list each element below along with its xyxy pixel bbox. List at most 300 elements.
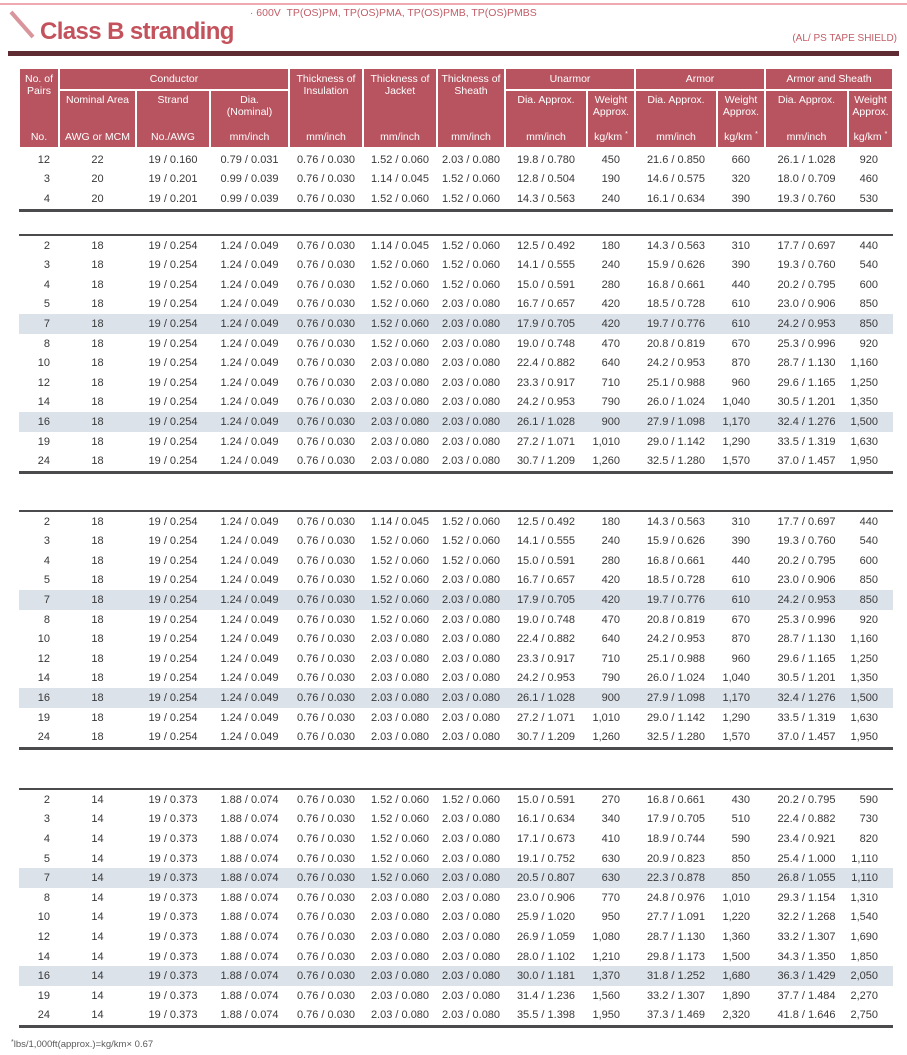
page-top-border bbox=[0, 3, 907, 5]
cell: 28.7 / 1.130 bbox=[646, 930, 706, 943]
cell: 640 bbox=[601, 633, 620, 646]
cell: 19 / 0.373 bbox=[148, 930, 198, 943]
cell: 850 bbox=[731, 872, 750, 885]
cell: 1.24 / 0.049 bbox=[220, 435, 279, 448]
cell: 25.3 / 0.996 bbox=[777, 337, 836, 350]
cell: 2.03 / 0.080 bbox=[441, 911, 501, 924]
cell: 0.76 / 0.030 bbox=[296, 950, 356, 963]
cell: 19 / 0.373 bbox=[148, 852, 198, 865]
cell: 18 bbox=[91, 396, 104, 409]
cell: 14 bbox=[91, 833, 104, 846]
cell: 24.2 / 0.953 bbox=[777, 594, 836, 607]
cell: 640 bbox=[601, 357, 620, 370]
table-row bbox=[19, 571, 893, 591]
cell: 18 bbox=[91, 692, 104, 705]
table-row bbox=[19, 189, 893, 209]
cell: 19 / 0.254 bbox=[148, 357, 198, 370]
cell: 24 bbox=[37, 731, 50, 744]
cell: 1,110 bbox=[851, 872, 878, 885]
cell: 0.76 / 0.030 bbox=[296, 396, 356, 409]
cell: 2.03 / 0.080 bbox=[441, 833, 501, 846]
col-header-pairs: No. of Pairs No. bbox=[19, 68, 59, 148]
cell: 2,050 bbox=[850, 970, 878, 983]
cell: 1.52 / 0.060 bbox=[370, 153, 430, 166]
table-section bbox=[19, 510, 893, 750]
cell: 1.52 / 0.060 bbox=[370, 337, 430, 350]
cell: 1.88 / 0.074 bbox=[220, 970, 279, 983]
table-row bbox=[19, 334, 893, 354]
cell: 0.99 / 0.039 bbox=[220, 192, 279, 205]
cell: 0.76 / 0.030 bbox=[296, 613, 356, 626]
table-row bbox=[19, 986, 893, 1006]
cell: 1.14 / 0.045 bbox=[370, 515, 430, 528]
cell: 1,080 bbox=[592, 930, 620, 943]
cell: 0.76 / 0.030 bbox=[296, 337, 356, 350]
cell: 2.03 / 0.080 bbox=[441, 672, 501, 685]
col-header-insulation: Thickness of Insulation mm/inch bbox=[289, 68, 363, 148]
cell: 19 / 0.254 bbox=[148, 396, 198, 409]
cell: 14 bbox=[91, 793, 104, 806]
cell: 440 bbox=[859, 515, 878, 528]
cell: 5 bbox=[43, 298, 50, 311]
cell: 19.8 / 0.780 bbox=[516, 153, 576, 166]
cell: 960 bbox=[731, 376, 750, 389]
col-header-armor-dia: Dia. Approx. mm/inch bbox=[635, 90, 717, 148]
cell: 27.2 / 1.071 bbox=[516, 711, 576, 724]
cell: 30.5 / 1.201 bbox=[777, 672, 836, 685]
cell: 24 bbox=[37, 1009, 50, 1022]
table-row bbox=[19, 373, 893, 393]
cell: 34.3 / 1.350 bbox=[777, 950, 836, 963]
cell: 20.9 / 0.823 bbox=[646, 852, 706, 865]
cell: 2.03 / 0.080 bbox=[441, 731, 501, 744]
cell: 33.2 / 1.307 bbox=[646, 989, 706, 1002]
cell: 12 bbox=[37, 930, 50, 943]
cell: 2.03 / 0.080 bbox=[370, 950, 430, 963]
cell: 8 bbox=[43, 613, 50, 626]
cell: 19 / 0.254 bbox=[148, 574, 198, 587]
table-row bbox=[19, 669, 893, 689]
cell: 1,350 bbox=[850, 396, 878, 409]
cell: 1,160 bbox=[850, 633, 878, 646]
table-row bbox=[19, 790, 893, 810]
cell: 1.24 / 0.049 bbox=[220, 455, 279, 468]
cell: 0.76 / 0.030 bbox=[296, 298, 356, 311]
cell: 2.03 / 0.080 bbox=[370, 970, 430, 983]
cell: 3 bbox=[43, 173, 50, 186]
cell: 710 bbox=[601, 652, 620, 665]
cell: 19 / 0.373 bbox=[148, 813, 198, 826]
cell: 2.03 / 0.080 bbox=[441, 455, 501, 468]
cell: 18.0 / 0.709 bbox=[777, 173, 836, 186]
table-header bbox=[19, 68, 893, 148]
table-row bbox=[19, 947, 893, 967]
cell: 430 bbox=[731, 793, 750, 806]
cell: 19 / 0.254 bbox=[148, 515, 198, 528]
cell: 870 bbox=[731, 357, 750, 370]
cell: 1.24 / 0.049 bbox=[220, 415, 279, 428]
table-row bbox=[19, 649, 893, 669]
cell: 18 bbox=[91, 633, 104, 646]
cell: 1.24 / 0.049 bbox=[220, 396, 279, 409]
cell: 18 bbox=[91, 435, 104, 448]
cell: 19 bbox=[37, 711, 50, 724]
cell: 1,310 bbox=[850, 891, 878, 904]
cell: 420 bbox=[601, 298, 620, 311]
cell: 0.76 / 0.030 bbox=[296, 259, 356, 272]
cell: 16.8 / 0.661 bbox=[646, 554, 706, 567]
cell: 33.5 / 1.319 bbox=[777, 711, 836, 724]
cell: 0.76 / 0.030 bbox=[296, 173, 356, 186]
cell: 23.4 / 0.921 bbox=[777, 833, 836, 846]
cell: 20.8 / 0.819 bbox=[646, 337, 706, 350]
cell: 530 bbox=[859, 192, 878, 205]
cell: 19.3 / 0.760 bbox=[777, 259, 836, 272]
cell: 19 / 0.254 bbox=[148, 554, 198, 567]
cell: 1.24 / 0.049 bbox=[220, 711, 279, 724]
cell: 18 bbox=[91, 652, 104, 665]
cell: 0.76 / 0.030 bbox=[296, 376, 356, 389]
cell: 0.76 / 0.030 bbox=[296, 153, 356, 166]
cell: 1.24 / 0.049 bbox=[220, 692, 279, 705]
cell: 610 bbox=[731, 298, 750, 311]
cell: 1,570 bbox=[722, 731, 750, 744]
cell: 31.4 / 1.236 bbox=[516, 989, 576, 1002]
cell: 2.03 / 0.080 bbox=[370, 415, 430, 428]
cell: 1.24 / 0.049 bbox=[220, 554, 279, 567]
cell: 2.03 / 0.080 bbox=[441, 692, 501, 705]
cell: 19 / 0.254 bbox=[148, 435, 198, 448]
table-row bbox=[19, 512, 893, 532]
cell: 1.52 / 0.060 bbox=[441, 535, 501, 548]
cell: 24.2 / 0.953 bbox=[516, 396, 576, 409]
cell: 1,500 bbox=[850, 415, 878, 428]
cell: 1,680 bbox=[722, 970, 750, 983]
spec-table bbox=[19, 68, 893, 1028]
cell: 17.9 / 0.705 bbox=[646, 813, 706, 826]
cell: 22.4 / 0.882 bbox=[777, 813, 836, 826]
cell: 19 / 0.254 bbox=[148, 337, 198, 350]
cell: 19 / 0.254 bbox=[148, 455, 198, 468]
cell: 790 bbox=[601, 396, 620, 409]
cell: 24.8 / 0.976 bbox=[646, 891, 706, 904]
cell: 1.52 / 0.060 bbox=[370, 278, 430, 291]
cell: 1.52 / 0.060 bbox=[441, 793, 501, 806]
cell: 440 bbox=[731, 554, 750, 567]
cell: 1.88 / 0.074 bbox=[220, 950, 279, 963]
cell: 1,040 bbox=[722, 396, 750, 409]
cell: 12 bbox=[37, 652, 50, 665]
cell: 21.6 / 0.850 bbox=[646, 153, 706, 166]
cell: 1.52 / 0.060 bbox=[370, 872, 430, 885]
page-title: Class B stranding bbox=[40, 18, 234, 45]
cell: 19 / 0.373 bbox=[148, 950, 198, 963]
col-header-jacket: Thickness of Jacket mm/inch bbox=[363, 68, 437, 148]
cell: 1.88 / 0.074 bbox=[220, 1009, 279, 1022]
cell: 2.03 / 0.080 bbox=[441, 1009, 501, 1022]
table-row bbox=[19, 236, 893, 256]
cell: 20 bbox=[91, 173, 104, 186]
cell: 7 bbox=[43, 872, 50, 885]
cell: 2.03 / 0.080 bbox=[370, 652, 430, 665]
cell: 0.76 / 0.030 bbox=[296, 989, 356, 1002]
cell: 37.7 / 1.484 bbox=[777, 989, 836, 1002]
cell: 29.3 / 1.154 bbox=[777, 891, 836, 904]
cell: 2.03 / 0.080 bbox=[441, 357, 501, 370]
cell: 1,110 bbox=[851, 852, 878, 865]
cell: 23.0 / 0.906 bbox=[777, 574, 836, 587]
cell: 2.03 / 0.080 bbox=[441, 711, 501, 724]
cell: 1.24 / 0.049 bbox=[220, 376, 279, 389]
cell: 20.8 / 0.819 bbox=[646, 613, 706, 626]
cell: 18.5 / 0.728 bbox=[646, 574, 706, 587]
cell: 19 / 0.254 bbox=[148, 652, 198, 665]
cell: 25.3 / 0.996 bbox=[777, 613, 836, 626]
cell: 2.03 / 0.080 bbox=[370, 692, 430, 705]
cell: 850 bbox=[859, 594, 878, 607]
cell: 31.8 / 1.252 bbox=[646, 970, 706, 983]
cell: 19 / 0.201 bbox=[148, 173, 198, 186]
cell: 24.2 / 0.953 bbox=[646, 357, 706, 370]
cell: 240 bbox=[601, 192, 620, 205]
cell: 850 bbox=[859, 298, 878, 311]
cell: 12.5 / 0.492 bbox=[516, 239, 576, 252]
cell: 2.03 / 0.080 bbox=[441, 415, 501, 428]
cell: 41.8 / 1.646 bbox=[777, 1009, 836, 1022]
cell: 16.1 / 0.634 bbox=[516, 813, 576, 826]
cell: 630 bbox=[601, 852, 620, 865]
cell: 1,250 bbox=[850, 376, 878, 389]
cell: 2.03 / 0.080 bbox=[441, 970, 501, 983]
cell: 19 / 0.373 bbox=[148, 793, 198, 806]
cell: 280 bbox=[601, 278, 620, 291]
cell: 19.0 / 0.748 bbox=[516, 613, 576, 626]
cell: 1,560 bbox=[592, 989, 620, 1002]
cell: 2.03 / 0.080 bbox=[441, 153, 501, 166]
cell: 10 bbox=[37, 357, 50, 370]
col-header-armor-sheath-dia: Dia. Approx. mm/inch bbox=[765, 90, 848, 148]
cell: 14 bbox=[91, 930, 104, 943]
cell: 900 bbox=[601, 415, 620, 428]
cell: 2.03 / 0.080 bbox=[441, 872, 501, 885]
table-row bbox=[19, 353, 893, 373]
cell: 590 bbox=[731, 833, 750, 846]
cell: 32.4 / 1.276 bbox=[777, 692, 836, 705]
cell: 460 bbox=[859, 173, 878, 186]
cell: 0.79 / 0.031 bbox=[220, 153, 279, 166]
cell: 26.8 / 1.055 bbox=[777, 872, 836, 885]
cell: 0.76 / 0.030 bbox=[296, 435, 356, 448]
title-divider bbox=[8, 51, 899, 56]
col-header-armor-sheath-weight: Weight Approx. kg/km * bbox=[848, 90, 893, 148]
cell: 1.24 / 0.049 bbox=[220, 633, 279, 646]
cell: 16 bbox=[37, 692, 50, 705]
cell: 14 bbox=[91, 1009, 104, 1022]
cell: 19 / 0.373 bbox=[148, 872, 198, 885]
cell: 19.3 / 0.760 bbox=[777, 192, 836, 205]
shield-note: (AL/ PS TAPE SHIELD) bbox=[792, 33, 897, 44]
cell: 2 bbox=[43, 793, 50, 806]
cell: 10 bbox=[37, 633, 50, 646]
cell: 390 bbox=[731, 192, 750, 205]
cell: 470 bbox=[601, 613, 620, 626]
cell: 1,350 bbox=[850, 672, 878, 685]
cell: 1,160 bbox=[850, 357, 878, 370]
cell: 1.24 / 0.049 bbox=[220, 652, 279, 665]
cell: 26.1 / 1.028 bbox=[516, 415, 576, 428]
cell: 19 / 0.254 bbox=[148, 731, 198, 744]
cell: 18 bbox=[91, 672, 104, 685]
table-row bbox=[19, 810, 893, 830]
cell: 16 bbox=[37, 970, 50, 983]
cell: 19 / 0.254 bbox=[148, 259, 198, 272]
cell: 33.2 / 1.307 bbox=[777, 930, 836, 943]
cell: 25.1 / 0.988 bbox=[646, 376, 706, 389]
table-row bbox=[19, 551, 893, 571]
cell: 29.8 / 1.173 bbox=[646, 950, 706, 963]
cell: 1,540 bbox=[850, 911, 878, 924]
cell: 22 bbox=[91, 153, 104, 166]
cell: 8 bbox=[43, 337, 50, 350]
cell: 2.03 / 0.080 bbox=[370, 989, 430, 1002]
cell: 1,250 bbox=[850, 652, 878, 665]
cell: 1.24 / 0.049 bbox=[220, 298, 279, 311]
cell: 12 bbox=[37, 153, 50, 166]
table-row bbox=[19, 727, 893, 747]
cell: 0.76 / 0.030 bbox=[296, 711, 356, 724]
cell: 420 bbox=[601, 317, 620, 330]
cell: 18.9 / 0.744 bbox=[646, 833, 706, 846]
cell: 1,950 bbox=[592, 1009, 620, 1022]
cell: 1,500 bbox=[722, 950, 750, 963]
cell: 1,570 bbox=[722, 455, 750, 468]
cell: 1.52 / 0.060 bbox=[370, 317, 430, 330]
cell: 5 bbox=[43, 574, 50, 587]
cell: 14 bbox=[91, 911, 104, 924]
cell: 18 bbox=[91, 376, 104, 389]
cell: 2.03 / 0.080 bbox=[370, 376, 430, 389]
cell: 28.7 / 1.130 bbox=[777, 357, 836, 370]
cell: 14.1 / 0.555 bbox=[516, 535, 576, 548]
cell: 12.8 / 0.504 bbox=[516, 173, 576, 186]
cell: 19 / 0.373 bbox=[148, 1009, 198, 1022]
col-header-strand: Strand No./AWG bbox=[136, 90, 210, 148]
cell: 14.6 / 0.575 bbox=[646, 173, 706, 186]
cell: 310 bbox=[731, 239, 750, 252]
cell: 0.76 / 0.030 bbox=[296, 793, 356, 806]
cell: 19.3 / 0.760 bbox=[777, 535, 836, 548]
table-row bbox=[19, 1006, 893, 1026]
cell: 0.76 / 0.030 bbox=[296, 317, 356, 330]
table-row bbox=[19, 590, 893, 610]
cell: 2.03 / 0.080 bbox=[441, 652, 501, 665]
cell: 33.5 / 1.319 bbox=[777, 435, 836, 448]
cell: 20 bbox=[91, 192, 104, 205]
cell: 790 bbox=[601, 672, 620, 685]
cell: 1.14 / 0.045 bbox=[370, 173, 430, 186]
cell: 0.76 / 0.030 bbox=[296, 633, 356, 646]
cell: 1.52 / 0.060 bbox=[370, 852, 430, 865]
cell: 0.76 / 0.030 bbox=[296, 891, 356, 904]
cell: 28.0 / 1.102 bbox=[516, 950, 576, 963]
table-row bbox=[19, 868, 893, 888]
cell: 850 bbox=[859, 317, 878, 330]
cell: 0.76 / 0.030 bbox=[296, 852, 356, 865]
cell: 2.03 / 0.080 bbox=[370, 930, 430, 943]
cell: 1.52 / 0.060 bbox=[441, 278, 501, 291]
table-row bbox=[19, 708, 893, 728]
cell: 1,220 bbox=[722, 911, 750, 924]
table-row bbox=[19, 688, 893, 708]
cell: 14 bbox=[91, 872, 104, 885]
cell: 240 bbox=[601, 259, 620, 272]
table-row bbox=[19, 170, 893, 190]
cell: 24.2 / 0.953 bbox=[516, 672, 576, 685]
cell: 30.7 / 1.209 bbox=[516, 731, 576, 744]
cell: 710 bbox=[601, 376, 620, 389]
cell: 15.0 / 0.591 bbox=[516, 793, 576, 806]
cell: 1,850 bbox=[850, 950, 878, 963]
cell: 10 bbox=[37, 911, 50, 924]
cell: 18 bbox=[91, 731, 104, 744]
cell: 0.76 / 0.030 bbox=[296, 731, 356, 744]
cell: 14.1 / 0.555 bbox=[516, 259, 576, 272]
cell: 19 / 0.254 bbox=[148, 298, 198, 311]
cell: 20.5 / 0.807 bbox=[516, 872, 576, 885]
cell: 19.1 / 0.752 bbox=[516, 852, 576, 865]
cell: 19 / 0.254 bbox=[148, 239, 198, 252]
cell: 19 / 0.373 bbox=[148, 891, 198, 904]
cell: 14.3 / 0.563 bbox=[516, 192, 576, 205]
cell: 19.7 / 0.776 bbox=[646, 594, 706, 607]
cell: 7 bbox=[43, 317, 50, 330]
table-section bbox=[19, 150, 893, 212]
table-row bbox=[19, 888, 893, 908]
cell: 29.6 / 1.165 bbox=[777, 652, 836, 665]
table-row bbox=[19, 966, 893, 986]
cell: 240 bbox=[601, 535, 620, 548]
table-row bbox=[19, 412, 893, 432]
cell: 1.24 / 0.049 bbox=[220, 317, 279, 330]
cell: 2.03 / 0.080 bbox=[441, 396, 501, 409]
cell: 14 bbox=[91, 891, 104, 904]
cell: 15.9 / 0.626 bbox=[646, 535, 706, 548]
cell: 1,010 bbox=[592, 711, 620, 724]
group-header-conductor: Conductor bbox=[59, 68, 289, 90]
cell: 1,170 bbox=[722, 692, 750, 705]
cell: 18 bbox=[91, 415, 104, 428]
cell: 4 bbox=[43, 833, 50, 846]
backslash-icon bbox=[8, 9, 36, 44]
cell: 26.1 / 1.028 bbox=[777, 153, 836, 166]
cell: 1.24 / 0.049 bbox=[220, 574, 279, 587]
cell: 1.52 / 0.060 bbox=[441, 515, 501, 528]
col-header-unarmor-dia: Dia. Approx. mm/inch bbox=[505, 90, 587, 148]
cell: 0.76 / 0.030 bbox=[296, 535, 356, 548]
cell: 0.76 / 0.030 bbox=[296, 278, 356, 291]
cell: 19 / 0.201 bbox=[148, 192, 198, 205]
cell: 32.5 / 1.280 bbox=[646, 731, 706, 744]
cell: 5 bbox=[43, 852, 50, 865]
table-row bbox=[19, 629, 893, 649]
cell: 630 bbox=[601, 872, 620, 885]
cell: 1.52 / 0.060 bbox=[370, 535, 430, 548]
cell: 1.88 / 0.074 bbox=[220, 891, 279, 904]
cell: 1.52 / 0.060 bbox=[370, 574, 430, 587]
cell: 1.88 / 0.074 bbox=[220, 989, 279, 1002]
cell: 180 bbox=[601, 239, 620, 252]
cell: 1.52 / 0.060 bbox=[370, 594, 430, 607]
